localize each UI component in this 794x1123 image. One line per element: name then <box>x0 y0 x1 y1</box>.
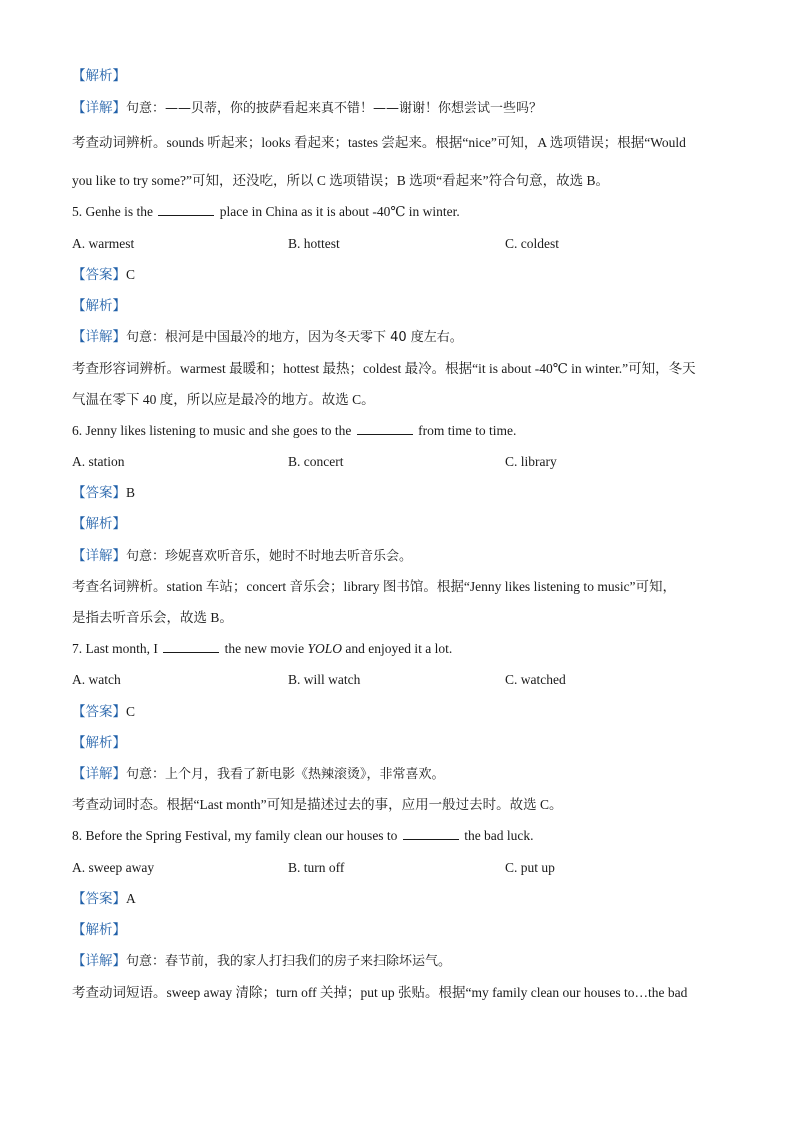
q5-option-a: A. warmest <box>72 236 135 251</box>
q6-analysis-heading: 【解析】 <box>72 516 126 532</box>
q7-answer: 【答案】C <box>72 704 136 720</box>
q7-stem: 7. Last month, I the new movie YOLO and enjoyed it a lot. <box>72 641 453 656</box>
q5-detail: 【详解】句意：根河是中国最冷的地方，因为冬天零下 40 度左右。 <box>72 329 463 345</box>
answer-blank <box>357 422 413 435</box>
q6-option-b: B. concert <box>288 454 344 469</box>
q6-option-c: C. library <box>505 454 557 469</box>
q4-detail: 【详解】句意：——贝蒂，你的披萨看起来真不错！——谢谢！你想尝试一些吗？ <box>72 100 543 116</box>
q7-analysis-heading: 【解析】 <box>72 735 126 751</box>
q6-stem: 6. Jenny likes listening to music and she goes to the from time to time. <box>72 423 517 438</box>
q5-answer: 【答案】C <box>72 267 136 283</box>
q5-stem: 5. Genhe is the place in China as it is about -40℃ in winter. <box>72 204 460 219</box>
q6-explanation-line-1: 考查名词辨析。station 车站；concert 音乐会；library 图书馆。根据“Jenny likes listening to music”可知， <box>72 579 677 594</box>
q4-explanation-line-2: you like to try some?”可知，还没吃，所以 C 选项错误；B 选项“看起来”符合句意，故选 B。 <box>72 173 609 188</box>
q8-option-c: C. put up <box>505 860 555 875</box>
q7-option-c: C. watched <box>505 672 566 687</box>
q4-analysis-heading: 【解析】 <box>72 68 126 84</box>
answer-blank <box>403 827 459 840</box>
q6-explanation-line-2: 是指去听音乐会，故选 B。 <box>72 610 233 625</box>
q7-explanation-line-1: 考查动词时态。根据“Last month”可知是描述过去的事，应用一般过去时。故选 C。 <box>72 797 563 812</box>
q8-detail: 【详解】句意：春节前，我的家人打扫我们的房子来扫除坏运气。 <box>72 953 452 969</box>
q4-explanation-line-1: 考查动词辨析。sounds 听起来；looks 看起来；tastes 尝起来。根据“nice”可知，A 选项错误；根据“Would <box>72 135 686 150</box>
q6-answer: 【答案】B <box>72 485 136 501</box>
q8-analysis-heading: 【解析】 <box>72 922 126 938</box>
q5-option-c: C. coldest <box>505 236 559 251</box>
q5-analysis-heading: 【解析】 <box>72 298 126 314</box>
q8-stem: 8. Before the Spring Festival, my family clean our houses to the bad luck. <box>72 828 534 843</box>
q8-answer: 【答案】A <box>72 891 136 907</box>
q5-option-b: B. hottest <box>288 236 340 251</box>
answer-blank <box>163 640 219 653</box>
q8-option-b: B. turn off <box>288 860 345 875</box>
answer-blank <box>158 203 214 216</box>
q8-option-a: A. sweep away <box>72 860 155 875</box>
q7-option-a: A. watch <box>72 672 121 687</box>
q7-option-b: B. will watch <box>288 672 361 687</box>
q5-explanation-line-2: 气温在零下 40 度，所以应是最冷的地方。故选 C。 <box>72 392 375 407</box>
q6-detail: 【详解】句意：珍妮喜欢听音乐，她时不时地去听音乐会。 <box>72 548 413 564</box>
q7-detail: 【详解】句意：上个月，我看了新电影《热辣滚烫》，非常喜欢。 <box>72 766 445 782</box>
q8-explanation-line-1: 考查动词短语。sweep away 清除；turn off 关掉；put up 张贴。根据“my family clean our houses to…the bad <box>72 985 688 1000</box>
q5-explanation-line-1: 考查形容词辨析。warmest 最暖和；hottest 最热；coldest 最冷。根据“it is about -40℃ in winter.”可知，冬天 <box>72 361 696 376</box>
q6-option-a: A. station <box>72 454 125 469</box>
